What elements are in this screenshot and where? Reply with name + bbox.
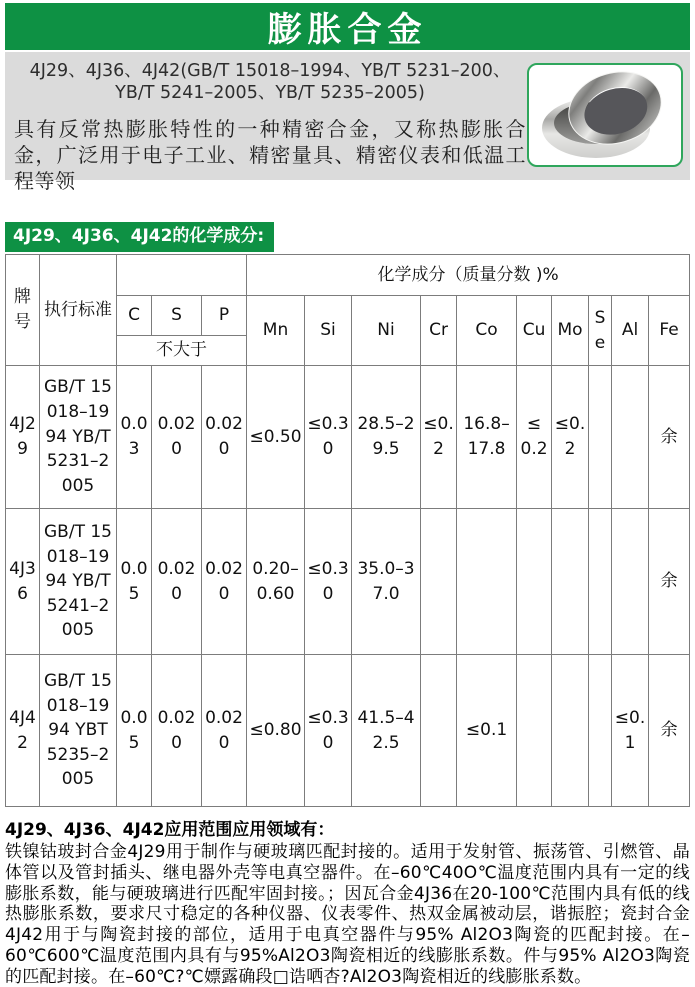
composition-table	[5, 254, 690, 807]
col-header-si: Si	[305, 296, 352, 366]
cell-p: 0.020	[202, 509, 247, 655]
cell-mn: 0.20–0.60	[247, 509, 305, 655]
cell-se	[589, 655, 612, 807]
cell-se	[589, 509, 612, 655]
cell-mn: ≤0.50	[247, 366, 305, 509]
cell-grade: 4J36	[6, 509, 40, 655]
cell-grade: 4J29	[6, 366, 40, 509]
cell-fe: 余	[649, 655, 690, 807]
col-header-grade: 牌号	[6, 255, 40, 366]
cell-si: ≤0.30	[305, 366, 352, 509]
cell-al	[612, 509, 649, 655]
cell-cr	[421, 655, 457, 807]
alloy-standards-line: 4J29、4J36、4J42(GB/T 15018–1994、YB/T 5231–200、YB/T 5241–2005、YB/T 5235–2005)	[29, 61, 511, 103]
cell-c: 0.05	[117, 509, 152, 655]
cell-s: 0.020	[152, 509, 202, 655]
intro-panel	[5, 52, 690, 193]
cell-s: 0.020	[152, 655, 202, 807]
col-header-mo: Mo	[552, 296, 589, 366]
cell-se	[589, 366, 612, 509]
col-header-not-greater-than: 不大于	[117, 336, 247, 366]
intro-text-block	[14, 61, 526, 194]
col-header-s: S	[152, 296, 202, 336]
applications-section	[5, 819, 690, 987]
cell-si: ≤0.30	[305, 655, 352, 807]
cell-fe: 余	[649, 366, 690, 509]
alloy-rings-image	[527, 63, 683, 167]
cell-cu: ≤0.2	[517, 366, 552, 509]
section-label: 4J29、4J36、4J42的化学成分:	[5, 222, 274, 252]
col-header-se: Se	[589, 296, 612, 366]
col-header-cu: Cu	[517, 296, 552, 366]
col-header-p: P	[202, 296, 247, 336]
cell-grade: 4J42	[6, 655, 40, 807]
cell-mo	[552, 509, 589, 655]
col-header-fe: Fe	[649, 296, 690, 366]
cell-cr: ≤0.2	[421, 366, 457, 509]
col-header-c: C	[117, 296, 152, 336]
page	[0, 3, 695, 987]
cell-standard: GB/T 15018–1994 YB/T 5241–2005	[40, 509, 117, 655]
cell-mo	[552, 655, 589, 807]
cell-standard: GB/T 15018–1994 YB/T 5231–2005	[40, 366, 117, 509]
cell-standard: GB/T 15018–1994 YBT 5235–2005	[40, 655, 117, 807]
col-header-cr: Cr	[421, 296, 457, 366]
applications-body: 铁镍钴玻封合金4J29用于制作与硬玻璃匹配封接的。适用于发射管、振荡管、引燃管、晶体管以及管封插头、继电器外壳等电真空器件。在–60℃40O℃温度范围内具有一定的线膨胀系数，能与硬玻璃进行匹配牢固封接。；因瓦合金4J36在20-100℃范围内具有低的线热膨胀系数，要求尺寸稳定的各种仪器、仪表零件、热双金属被动层，谐振腔；瓷封合金4J42用于与陶瓷封接的部位，适用于电真空器件与95% Al2O3陶瓷的匹配封接。在–60℃600℃温度范围内具有与95%Al2O3陶瓷相近的线膨胀系数。件与95% Al2O3陶瓷的匹配封接。在–60℃?℃嫖露确段□诰哂杏?Al2O3陶瓷相近的线膨胀系数。	[5, 842, 690, 987]
col-header-al: Al	[612, 296, 649, 366]
cell-al: ≤0.1	[612, 655, 649, 807]
table-row-4j42	[6, 655, 690, 807]
col-header-standard: 执行标准	[40, 255, 117, 366]
cell-mo: ≤0.2	[552, 366, 589, 509]
metal-rings-graphic	[530, 66, 680, 164]
page-title: 膨胀合金	[267, 10, 428, 50]
cell-s: 0.020	[152, 366, 202, 509]
applications-title: 4J29、4J36、4J42应用范围应用领域有：	[5, 820, 335, 840]
cell-ni: 41.5–42.5	[352, 655, 421, 807]
cell-cr	[421, 509, 457, 655]
cell-c: 0.05	[117, 655, 152, 807]
cell-ni: 28.5–29.5	[352, 366, 421, 509]
col-header-composition: 化学成分（质量分数 )%	[247, 255, 690, 296]
cell-c: 0.03	[117, 366, 152, 509]
col-header-co: Co	[457, 296, 517, 366]
cell-mn: ≤0.80	[247, 655, 305, 807]
cell-al	[612, 366, 649, 509]
cell-co: 16.8–17.8	[457, 366, 517, 509]
cell-ni: 35.0–37.0	[352, 509, 421, 655]
cell-p: 0.020	[202, 366, 247, 509]
col-header-mn: Mn	[247, 296, 305, 366]
cell-si: ≤0.30	[305, 509, 352, 655]
table-row-4j36	[6, 509, 690, 655]
alloy-description: 具有反常热膨胀特性的一种精密合金，又称热膨胀合金，广泛用于电子工业、精密量具、精密仪表和低温工程等领	[14, 116, 526, 193]
cell-fe: 余	[649, 509, 690, 655]
col-header-blank	[117, 255, 247, 296]
cell-co: ≤0.1	[457, 655, 517, 807]
cell-p: 0.020	[202, 655, 247, 807]
col-header-ni: Ni	[352, 296, 421, 366]
cell-cu	[517, 509, 552, 655]
table-row-4j29	[6, 366, 690, 509]
header-row-1	[6, 255, 690, 296]
page-title-bar	[5, 3, 690, 50]
cell-co	[457, 509, 517, 655]
cell-cu	[517, 655, 552, 807]
